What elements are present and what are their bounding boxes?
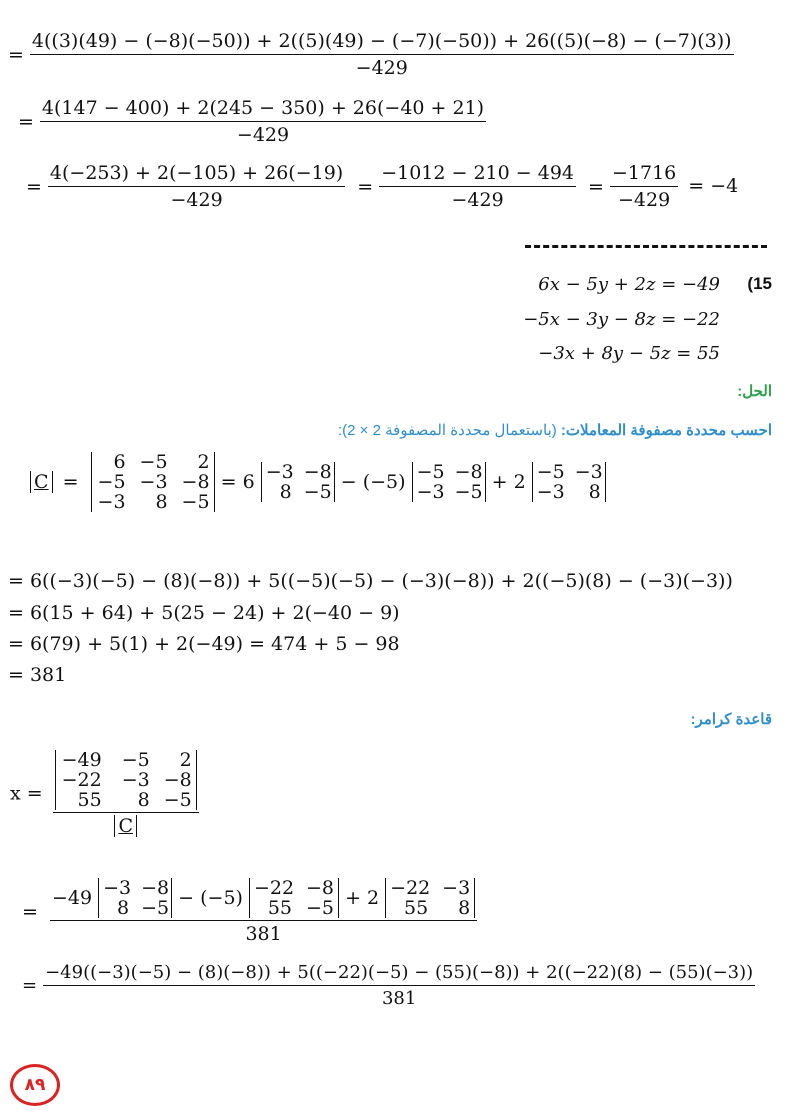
coef-step-2: = 6(15 + 64) + 5(25 − 24) + 2(−40 − 9) [8,602,400,624]
x-minor-2: −22 −8 55 −5 [249,878,339,918]
equation-2: −5x − 3y − 8z = −22 [523,309,720,330]
page-number-badge: ٨٩ [10,1064,60,1106]
coef-matrix: 6 −5 2 −5 −3 −8 −3 8 −5 [91,452,215,512]
section-divider [525,245,767,248]
cramer-x-step-3: = −49((−3)(−5) − (8)(−8)) + 5((−22)(−5) − (55)(−8)) + 2((−22)(8) − (55)(−3)) 381 [22,962,754,1009]
cramer-x-step-2: = −49 −3 −8 8 −5 − (−5) −22 −8 55 −5 + 2 −22 −3 55 8 381 [22,878,477,945]
cramer-x-formula: x = −49 −5 2 −22 −3 −8 55 8 −5 C [10,750,199,837]
x-minor-1: −3 −8 8 −5 [98,878,172,918]
problem-number: (15 [747,274,772,293]
calc-line-3: = $\frac{4(-253) + 2(-105) + 26(-19)}{-429}$ = $\frac{-1012 - 210 - 494}{-429}$ = $\frac{-1716}{-429}$ = −4 [26,162,739,211]
solution-label: الحل: [737,383,772,400]
calc-line-1: = 4((3)(49) − (−8)(−50)) + 2((5)(49) − (−7)(−50)) + 26((5)(−8) − (−7)(3)) −429 [8,30,732,79]
calc-line-2: = $\frac{4(147 - 400) + 2(245 - 350) + 26(-40 + 21)}{-429}$ [18,97,485,146]
coef-step-1: = 6((−3)(−5) − (8)(−8)) + 5((−5)(−5) − (−3)(−8)) + 2((−5)(8) − (−3)(−3)) [8,570,733,592]
equation-3: −3x + 8y − 5z = 55 [538,343,720,364]
coef-step-3: = 6(79) + 5(1) + 2(−49) = 474 + 5 − 98 [8,633,400,655]
instruction-line [338,421,772,439]
cramer-label: قاعدة كرامر: [690,711,772,728]
x-numerator-matrix: −49 −5 2 −22 −3 −8 55 8 −5 [55,750,197,810]
coef-step-4: = 381 [8,664,67,686]
instruction-main: احسب محددة مصفوفة المعاملات: [560,422,772,439]
minor-1: −3 −8 8 −5 [261,462,335,502]
coef-det-symbol: C [30,471,53,493]
instruction-paren: (باستعمال محددة المصفوفة 2 × 2): [337,422,557,439]
coef-determinant-line: C = 6 −5 2 −5 −3 −8 −3 8 −5 = 6 −3 −8 8 −5 − (−5) −5 −8 −3 −5 + 2 −5 −3 −3 8 [30,452,606,512]
minor-2: −5 −8 −3 −5 [412,462,486,502]
equation-1: 6x − 5y + 2z = −49 [538,274,720,295]
minor-3: −5 −3 −3 8 [532,462,606,502]
x-minor-3: −22 −3 55 8 [385,878,475,918]
